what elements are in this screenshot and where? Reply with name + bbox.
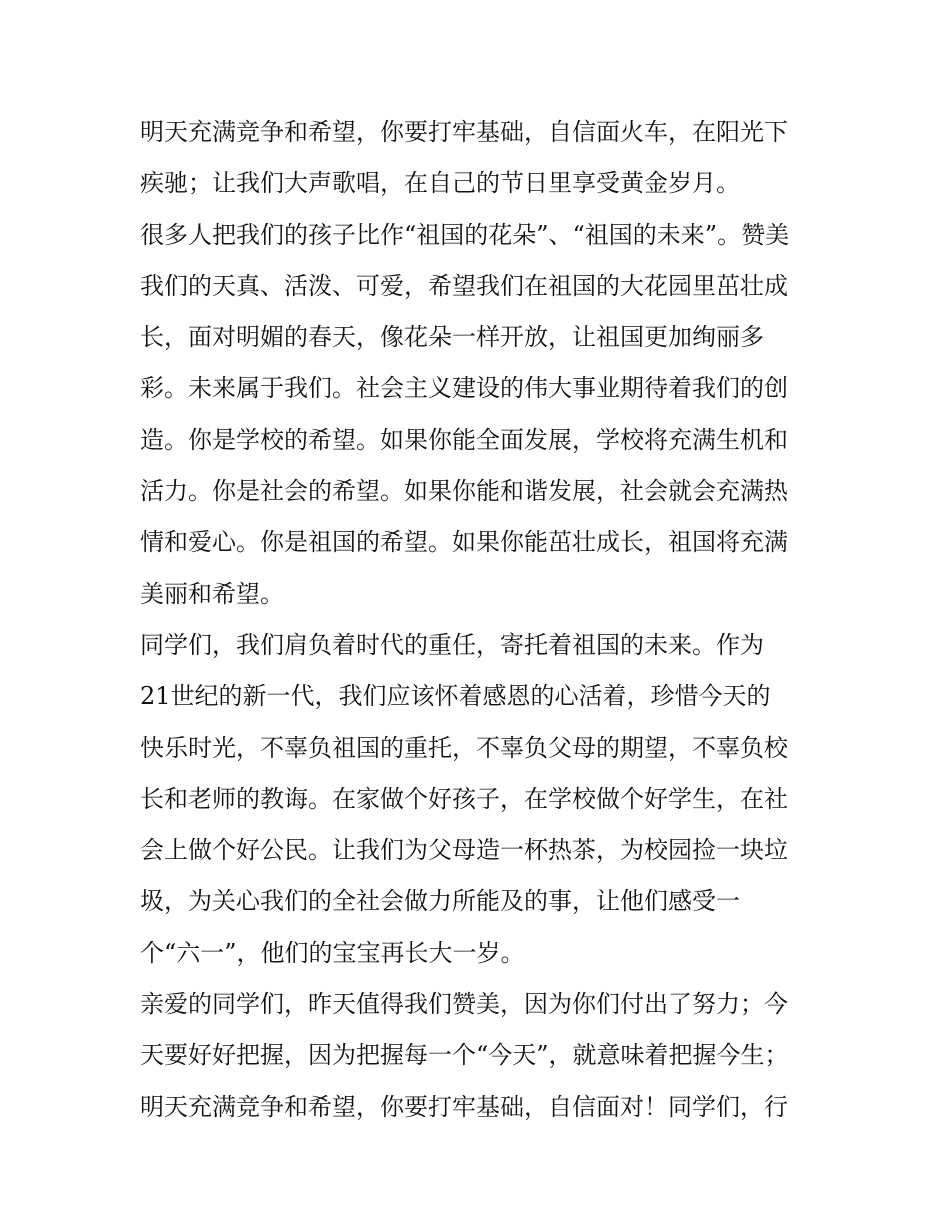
text-line: 造。你是学校的希望。如果你能全面发展，学校将充满生机和 [140,425,788,454]
document-body [140,107,820,1133]
text-line: 彩。未来属于我们。社会主义建设的伟大事业期待着我们的创 [140,374,788,403]
text-line: 个“六一”，他们的宝宝再长大一岁。 [140,938,525,967]
text-line: 长和老师的教诲。在家做个好孩子，在学校做个好学生，在社 [140,784,788,813]
text-line: 明天充满竞争和希望，你要打牢基础，自信面火车，在阳光下 [140,118,788,146]
text-line: 会上做个好公民。让我们为父母造一杯热茶，为校园捡一块垃 [140,836,788,865]
text-line: 很多人把我们的孩子比作“祖国的花朵”、“祖国的未来”。赞美 [140,220,790,249]
text-line: 疾驰；让我们大声歌唱，在自己的节日里享受黄金岁月。 [140,169,740,198]
text-line: 长，面对明媚的春天，像花朵一样开放，让祖国更加绚丽多 [140,323,764,352]
text-line: 同学们，我们肩负着时代的重任，寄托着祖国的未来。作为 [140,630,764,659]
text-line: 我们的天真、活泼、可爱，希望我们在祖国的大花园里茁壮成 [140,271,788,300]
text-line: 美丽和希望。 [140,579,284,608]
text-line: 快乐时光，不辜负祖国的重托，不辜负父母的期望，不辜负校 [140,733,788,762]
text-line: 天要好好把握，因为把握每一个“今天”，就意味着把握今生； [140,1041,789,1070]
text-line: 圾，为关心我们的全社会做力所能及的事，让他们感受一 [140,887,740,916]
text-line: 活力。你是社会的希望。如果你能和谐发展，社会就会充满热 [140,477,788,506]
text-line: 亲爱的同学们，昨天值得我们赞美，因为你们付出了努力；今 [140,990,788,1019]
text-line: 21世纪的新一代，我们应该怀着感恩的心活着，珍惜今天的 [140,682,771,711]
text-line: 情和爱心。你是祖国的希望。如果你能茁壮成长，祖国将充满 [140,528,788,557]
text-line: 明天充满竞争和希望，你要打牢基础，自信面对！同学们，行 [140,1092,788,1121]
